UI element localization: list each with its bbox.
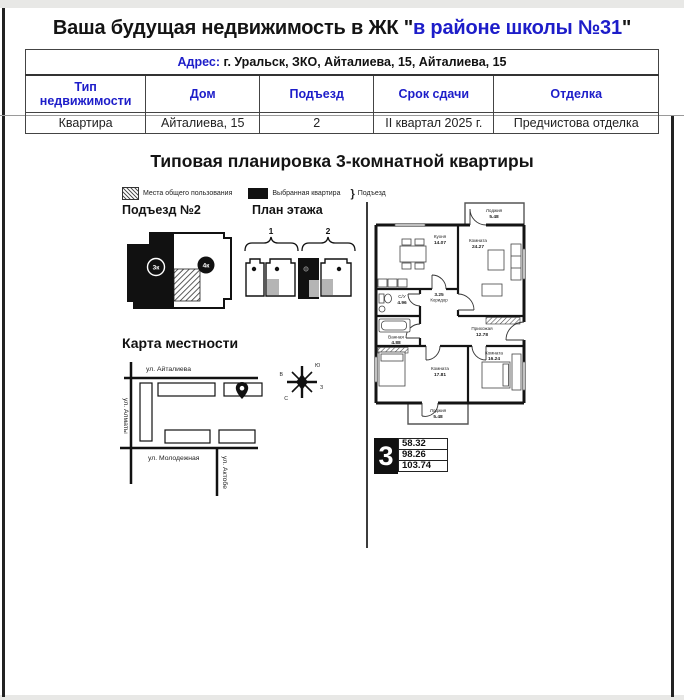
legend: [122, 187, 386, 200]
room-label: Ванная: [388, 334, 404, 340]
wardrobe-icon: [512, 354, 521, 390]
unit-4-stairwell: [322, 279, 333, 295]
unit-4k-label: 4к: [202, 262, 210, 270]
entrance-brace-icon: }: [350, 187, 355, 200]
room-label: Прихожая: [471, 326, 493, 331]
kitchen-counter-icon: [378, 279, 387, 287]
area-values: [398, 438, 448, 474]
street-left-label: ул. Алматы: [122, 398, 129, 434]
unit-1-dot-icon: [252, 267, 256, 271]
room-label: Комната: [469, 238, 487, 243]
dining-table-icon: [400, 246, 426, 262]
room-label: Комната: [431, 366, 449, 371]
sink-icon: [379, 306, 385, 312]
apartment-area-value: 98.26: [398, 449, 448, 461]
toilet-icon: [379, 294, 384, 303]
col-header-finishing: Отделка: [494, 75, 659, 113]
room-label: Коридор: [430, 297, 448, 303]
layout-section-title: Типовая планировка 3-комнатной квартиры: [150, 151, 534, 171]
selected-swatch-icon: [248, 188, 268, 199]
property-info-table: [25, 49, 659, 134]
cell-type: Квартира: [26, 113, 146, 134]
area-summary: [374, 438, 448, 474]
page-right-edge: [671, 116, 674, 697]
tv-stand-icon: [482, 284, 502, 296]
unit-2-stairwell: [267, 279, 279, 295]
unit-3-stairwell: [309, 280, 319, 297]
floor-section-1-label: 1: [268, 226, 274, 236]
svg-text:14.07: 14.07: [433, 241, 447, 246]
room-label: Комната: [485, 350, 503, 356]
room-label: Лоджия: [429, 408, 447, 413]
page-title: [0, 17, 684, 40]
compass-west-label: В: [279, 372, 283, 378]
apartment-plan: [370, 194, 530, 436]
compass-north-label: С: [284, 396, 288, 402]
col-header-house: Дом: [146, 75, 260, 113]
map-building: [140, 383, 152, 441]
title-close-quote: ": [621, 17, 632, 39]
entrance-heading: Подъезд №2: [122, 203, 201, 217]
col-header-type: Тип недвижимости: [26, 75, 146, 113]
cell-finishing: Предчистова отделка: [494, 113, 659, 134]
street-bottom-label: ул. Молодежная: [148, 455, 200, 462]
col-header-entrance: Подъезд: [260, 75, 374, 113]
wardrobe-hatch: [486, 318, 520, 325]
title-highlight: в районе школы №31: [412, 17, 622, 39]
balcony-top-outline: [465, 203, 524, 225]
svg-text:4.88: 4.88: [391, 341, 401, 346]
street-top-label: ул. Айталиева: [146, 366, 191, 373]
brace-section-1-icon: [245, 237, 298, 251]
page-left-edge: [2, 8, 5, 697]
col-header-deadline: Срок сдачи: [374, 75, 494, 113]
svg-text:3.25: 3.25: [434, 293, 444, 298]
svg-text:12.78: 12.78: [475, 333, 489, 338]
map-heading: Карта местности: [122, 335, 239, 351]
floor-diagram: [243, 221, 363, 321]
legend-selected-label: Выбранная квартира: [272, 190, 341, 197]
furniture: [378, 239, 521, 390]
column-divider: [366, 202, 368, 548]
living-area-value: 58.32: [398, 438, 448, 450]
unit-2-dot-icon: [275, 267, 279, 271]
legend-common-label: Места общего пользования: [143, 190, 233, 197]
compass-south-label: Ю: [315, 363, 321, 369]
unit-4-dot-icon: [337, 267, 341, 271]
svg-text:16.24: 16.24: [487, 357, 501, 362]
coffee-table-icon: [488, 250, 504, 270]
legend-entrance-label: Подъезд: [357, 190, 386, 197]
floor-plan-heading: План этажа: [252, 203, 323, 217]
common-area-hatch: [174, 269, 200, 301]
hatched-swatch-icon: [122, 187, 139, 200]
brace-section-2-icon: [302, 237, 355, 251]
cell-house: Айталиева, 15: [146, 113, 260, 134]
entrance-diagram: [118, 221, 243, 321]
table-header-row: [26, 75, 659, 113]
unit-outline-1: [246, 259, 264, 296]
table-row: [26, 113, 659, 134]
top-margin-strip: [0, 0, 684, 8]
svg-text:4.96: 4.96: [397, 301, 407, 306]
svg-text:24.27: 24.27: [471, 245, 485, 250]
compass-icon: [287, 366, 317, 398]
area-map: [116, 356, 334, 496]
map-building: [165, 430, 210, 443]
title-black: Ваша будущая недвижимость в ЖК ": [52, 17, 413, 39]
cell-deadline: II квартал 2025 г.: [374, 113, 494, 134]
svg-text:17.81: 17.81: [433, 373, 447, 378]
svg-text:5.48: 5.48: [433, 415, 443, 420]
cell-entrance: 2: [260, 113, 374, 134]
total-area-value: 103.74: [398, 460, 448, 472]
rooms-count-badge: 3: [374, 438, 398, 474]
sofa-icon: [511, 244, 521, 280]
address-label: Адрес:: [177, 55, 220, 69]
floor-section-2-label: 2: [325, 226, 331, 236]
map-building: [158, 383, 215, 396]
address-row: [26, 50, 659, 76]
unit-3k-label: 3к: [152, 264, 160, 272]
svg-text:5.48: 5.48: [489, 215, 499, 220]
bottom-margin-strip: [0, 695, 684, 700]
room-label: С/У: [398, 294, 406, 299]
address-value: г. Уральск, ЗКО, Айталиева, 15, Айталиева, 15: [223, 55, 507, 69]
room-label: Лоджия: [485, 208, 503, 213]
room-label: Кухня: [433, 234, 447, 239]
street-right-label: ул. Актобе: [221, 456, 228, 489]
compass-east-label: З: [320, 385, 324, 391]
map-building: [219, 430, 255, 443]
unit-3-dot-icon: [304, 267, 308, 271]
